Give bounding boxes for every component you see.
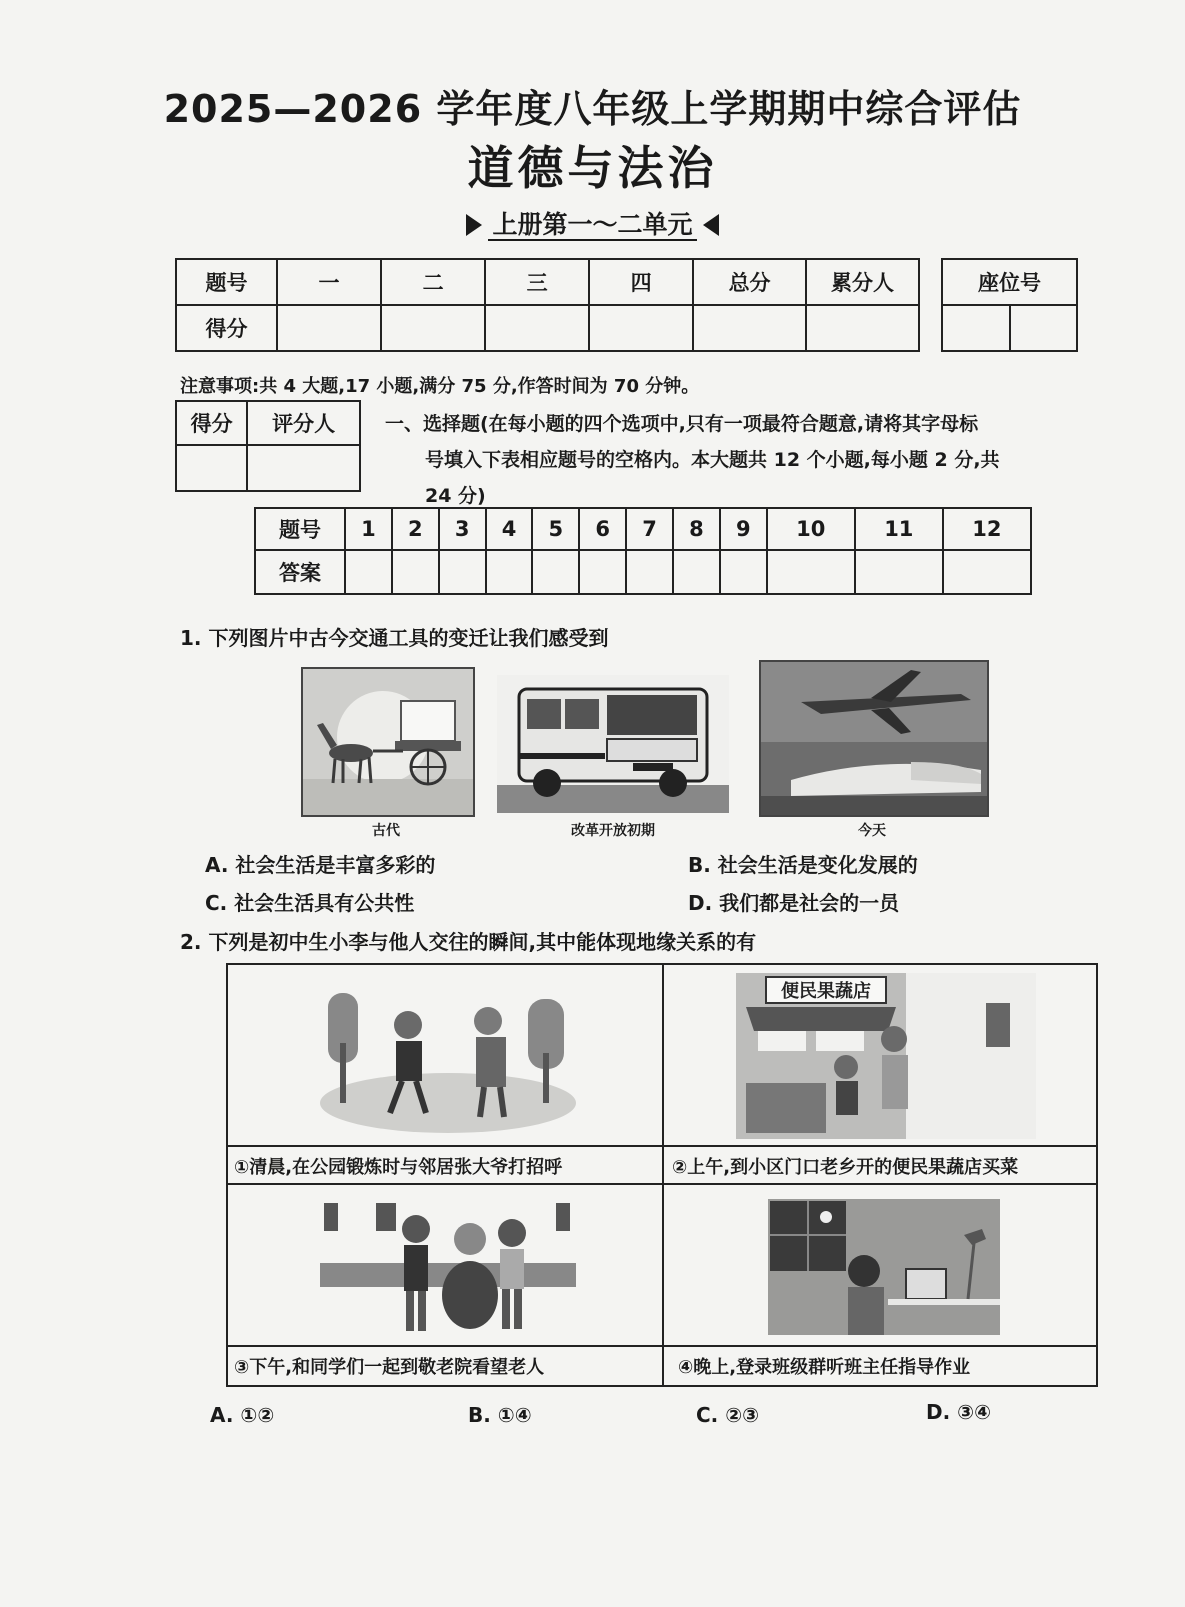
scope-text: 上册第一～二单元 xyxy=(488,210,696,241)
scope-label xyxy=(0,205,1185,241)
score-header-cell: 总分 xyxy=(693,259,806,305)
grid-divider xyxy=(662,965,664,1385)
question-number: 3 xyxy=(439,508,486,550)
q2-option-c[interactable]: C. ②③ xyxy=(696,1403,760,1427)
answer-cell[interactable] xyxy=(345,550,392,594)
answer-cell[interactable] xyxy=(626,550,673,594)
online-homework-illustration xyxy=(768,1199,1000,1335)
score-input-cell[interactable] xyxy=(277,305,381,351)
question-number: 4 xyxy=(486,508,533,550)
left-triangle-icon xyxy=(703,214,719,236)
section1-line3: 24 分) xyxy=(425,485,486,507)
exam-title: 2025—2026 学年度八年级上学期期中综合评估 xyxy=(163,87,1022,131)
caption-reform-era: 改革开放初期 xyxy=(571,823,655,839)
answer-cell[interactable] xyxy=(767,550,855,594)
score-header-cell: 累分人 xyxy=(806,259,919,305)
answer-cell[interactable] xyxy=(486,550,533,594)
score-header-cell: 二 xyxy=(381,259,485,305)
q2-option-b[interactable]: B. ①④ xyxy=(468,1403,532,1427)
question-number: 1 xyxy=(345,508,392,550)
score-table xyxy=(175,258,920,352)
question-number: 11 xyxy=(855,508,943,550)
section1-line2: 号填入下表相应题号的空格内。本大题共 12 个小题,每小题 2 分,共 xyxy=(425,449,1000,471)
nursing-home-illustration xyxy=(320,1191,576,1341)
horse-cart-image xyxy=(301,667,475,817)
score-header-cell: 一 xyxy=(277,259,381,305)
q1-stem: 1. 下列图片中古今交通工具的变迁让我们感受到 xyxy=(180,626,609,650)
panel-caption-3: ③下午,和同学们一起到敬老院看望老人 xyxy=(234,1357,545,1378)
seat-table xyxy=(941,258,1078,352)
caption-ancient: 古代 xyxy=(372,823,400,839)
answer-cell[interactable] xyxy=(855,550,943,594)
grader-table xyxy=(175,400,361,492)
q2-option-d[interactable]: D. ③④ xyxy=(926,1400,992,1424)
question-number: 8 xyxy=(673,508,720,550)
answer-cell[interactable] xyxy=(943,550,1031,594)
q2-option-a[interactable]: A. ①② xyxy=(210,1403,275,1427)
panel-caption-2: ②上午,到小区门口老乡开的便民果蔬店买菜 xyxy=(672,1157,1019,1178)
grid-divider xyxy=(228,1183,1096,1185)
question-number: 7 xyxy=(626,508,673,550)
section1-heading xyxy=(385,406,1130,514)
q1-option-c[interactable]: C. 社会生活具有公共性 xyxy=(205,891,415,915)
question-number: 10 xyxy=(767,508,855,550)
score-header-cell: 三 xyxy=(485,259,589,305)
instructions: 注意事项:共 4 大题,17 小题,满分 75 分,作答时间为 70 分钟。 xyxy=(180,376,700,397)
bus-illustration xyxy=(497,675,729,813)
score-row-label: 得分 xyxy=(176,305,277,351)
score-input-cell[interactable] xyxy=(485,305,589,351)
answer-header-label: 题号 xyxy=(255,508,345,550)
question-number: 5 xyxy=(532,508,579,550)
plane-train-illustration xyxy=(761,662,987,815)
grader-score-label: 得分 xyxy=(176,401,247,445)
right-triangle-icon xyxy=(466,214,482,236)
panel-caption-4: ④晚上,登录班级群听班主任指导作业 xyxy=(678,1357,971,1378)
answer-table xyxy=(254,507,1032,595)
q2-stem: 2. 下列是初中生小李与他人交往的瞬间,其中能体现地缘关系的有 xyxy=(180,930,757,954)
answer-cell[interactable] xyxy=(439,550,486,594)
score-input-cell[interactable] xyxy=(589,305,693,351)
shop-sign-text: 便民果蔬店 xyxy=(781,981,871,1002)
seat-input-cell[interactable] xyxy=(942,305,1010,351)
park-greeting-illustration xyxy=(318,983,578,1138)
subject-title: 道德与法治 xyxy=(467,141,718,195)
score-input-cell[interactable] xyxy=(693,305,806,351)
question-number: 9 xyxy=(720,508,767,550)
panel-caption-1: ①清晨,在公园锻炼时与邻居张大爷打招呼 xyxy=(234,1157,563,1178)
grid-divider xyxy=(228,1345,1096,1347)
answer-cell[interactable] xyxy=(392,550,439,594)
score-input-cell[interactable] xyxy=(381,305,485,351)
plane-train-image xyxy=(759,660,989,817)
fruit-shop-illustration xyxy=(736,973,1036,1139)
grid-divider xyxy=(228,1145,1096,1147)
grader-score-cell[interactable] xyxy=(176,445,247,491)
score-header-cell: 四 xyxy=(589,259,693,305)
bus-image xyxy=(497,675,729,813)
answer-row-label: 答案 xyxy=(255,550,345,594)
horse-cart-illustration xyxy=(303,669,473,815)
score-input-cell[interactable] xyxy=(806,305,919,351)
answer-cell[interactable] xyxy=(532,550,579,594)
caption-today: 今天 xyxy=(858,823,886,839)
q1-option-a[interactable]: A. 社会生活是丰富多彩的 xyxy=(205,853,436,877)
score-header-cell: 题号 xyxy=(176,259,277,305)
answer-cell[interactable] xyxy=(579,550,626,594)
seat-label: 座位号 xyxy=(942,259,1077,305)
section1-line1: 一、选择题(在每小题的四个选项中,只有一项最符合题意,请将其字母标 xyxy=(385,413,979,435)
answer-cell[interactable] xyxy=(720,550,767,594)
question-number: 6 xyxy=(579,508,626,550)
grader-name-cell[interactable] xyxy=(247,445,360,491)
q2-panel-grid xyxy=(226,963,1098,1387)
seat-input-cell[interactable] xyxy=(1010,305,1078,351)
q1-option-d[interactable]: D. 我们都是社会的一员 xyxy=(688,891,900,915)
question-number: 12 xyxy=(943,508,1031,550)
answer-cell[interactable] xyxy=(673,550,720,594)
grader-name-label: 评分人 xyxy=(247,401,360,445)
question-number: 2 xyxy=(392,508,439,550)
q1-option-b[interactable]: B. 社会生活是变化发展的 xyxy=(688,853,918,877)
